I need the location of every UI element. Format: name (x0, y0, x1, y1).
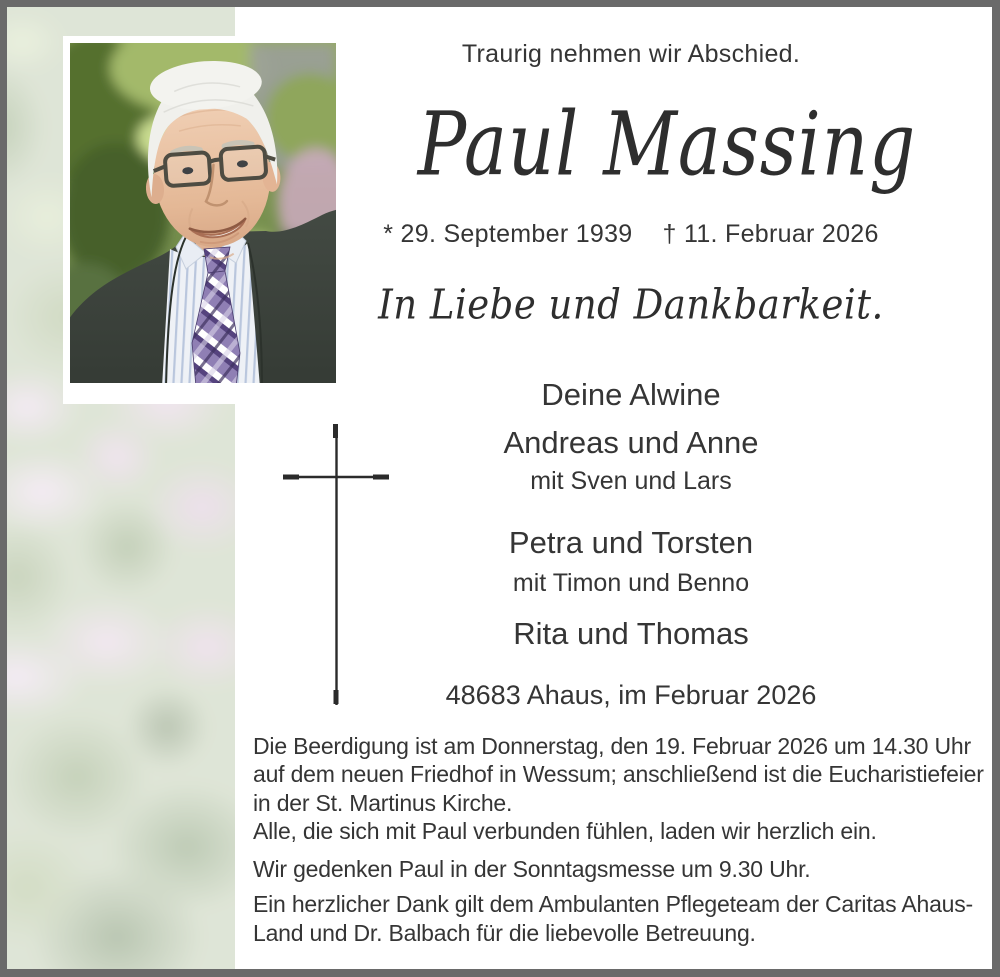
thanks-line: Land und Dr. Balbach für die liebevolle Betreuung. (253, 919, 756, 946)
deceased-name: Paul Massing (417, 92, 917, 196)
mourner-line: mit Sven und Lars (530, 467, 732, 495)
funeral-info-line: auf dem neuen Friedhof in Wessum; anschließend ist die Eucharistiefeier (253, 761, 984, 788)
epitaph-line: In Liebe und Dankbarkeit. (378, 281, 884, 329)
mourner-line: Petra und Torsten (508, 525, 754, 560)
invitation-line: Alle, die sich mit Paul verbunden fühlen, laden wir herzlich ein. (253, 817, 877, 844)
death-date: † 11. Februar 2026 (662, 220, 879, 248)
memorial-mass-line: Wir gedenken Paul in der Sonntagsmesse um 9.30 Uhr. (253, 856, 811, 883)
mourner-line: Rita und Thomas (513, 616, 749, 651)
intro-line: Traurig nehmen wir Abschied. (461, 40, 801, 68)
mourner-line: Deine Alwine (541, 377, 721, 412)
mourner-line: Andreas und Anne (503, 425, 759, 460)
birth-date: * 29. September 1939 (383, 220, 633, 248)
place-and-date: 48683 Ahaus, im Februar 2026 (445, 680, 817, 710)
mourner-line: mit Timon und Benno (512, 569, 750, 597)
obituary-paper (7, 7, 992, 969)
life-dates (270, 220, 992, 249)
funeral-details (253, 732, 988, 947)
funeral-info-line: Die Beerdigung ist am Donnerstag, den 19. Februar 2026 um 14.30 Uhr (253, 733, 971, 759)
funeral-info-line: in der St. Martinus Kirche. (253, 789, 513, 816)
portrait-illustration (70, 43, 336, 383)
thanks-line: Ein herzlicher Dank gilt dem Ambulanten Pflegeteam der Caritas Ahaus- (253, 891, 974, 918)
